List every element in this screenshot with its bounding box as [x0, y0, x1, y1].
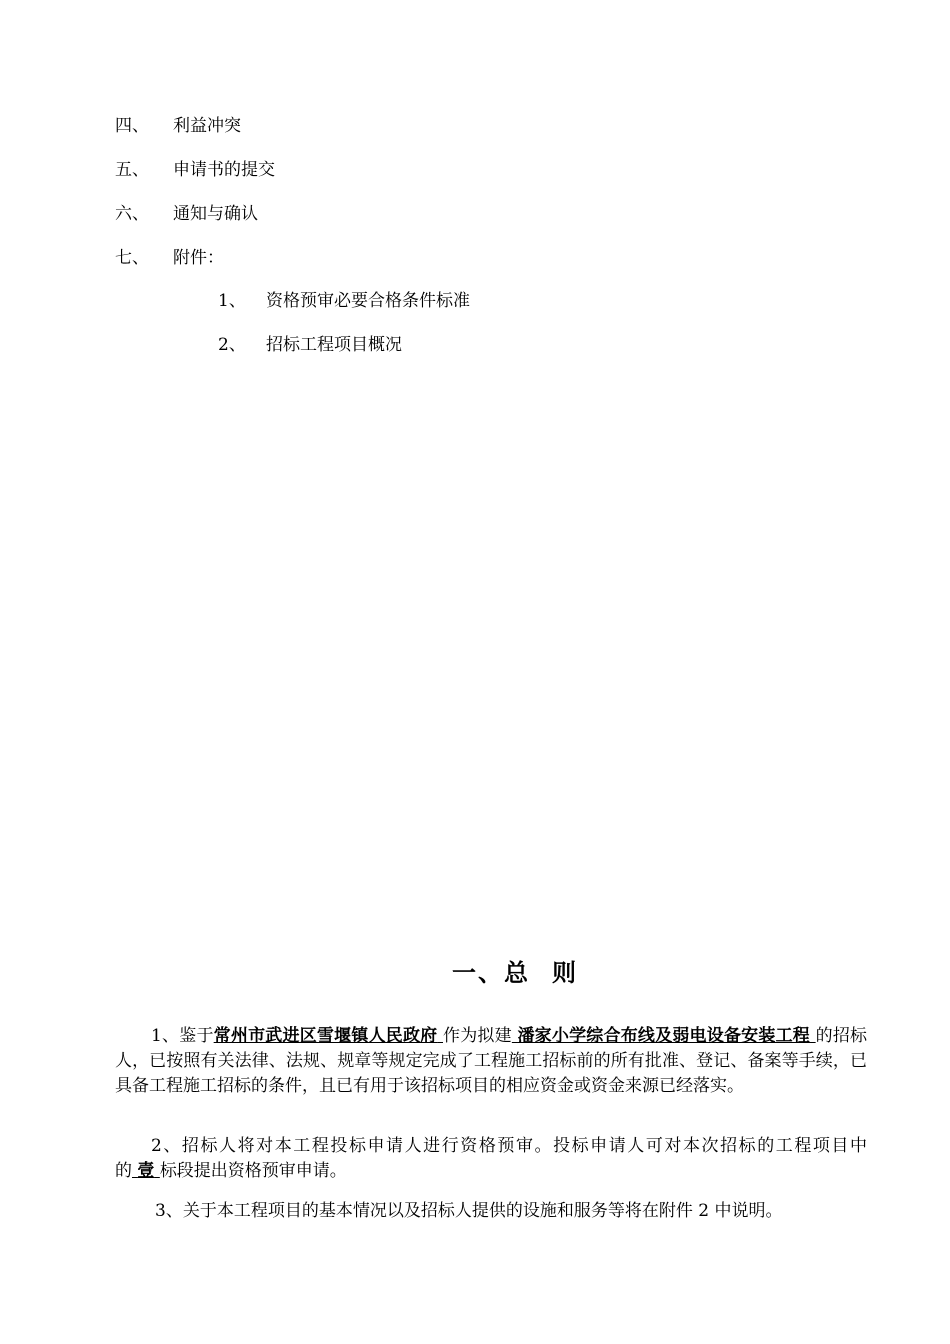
toc-sub-number: 1、 — [218, 291, 246, 311]
paragraph-1 — [115, 1024, 867, 1099]
p1-mid: 作为拟建 — [443, 1026, 512, 1046]
p1-lead: 1、鉴于 — [151, 1026, 214, 1046]
toc-label: 附件： — [173, 248, 224, 268]
toc-label: 通知与确认 — [173, 204, 258, 224]
toc-sub-label: 招标工程项目概况 — [266, 335, 402, 355]
p2-lot: 壹 — [137, 1161, 155, 1181]
paragraph-3 — [115, 1199, 867, 1224]
toc-number: 六、 — [115, 204, 149, 224]
p2-rest: 标段提出资格预审申请。 — [159, 1161, 347, 1181]
p1-project: 潘家小学综合布线及弱电设备安装工程 — [517, 1026, 811, 1046]
toc-sub-number: 2、 — [218, 335, 246, 355]
toc-sub-label: 资格预审必要合格条件标准 — [266, 291, 470, 311]
p2-lead: 2、招标人将对本工程投标申请人进行资格预审。投标申请人可对本次招标的工程项目中的 — [115, 1136, 867, 1181]
p1-rest: 的招标人，已按照有关法律、法规、规章等规定完成了工程施工招标前的所有批准、登记、备案等手续，已具备工程施工招标的条件，且已有用于该招标项目的相应资金或资金来源已经落实。 — [115, 1026, 868, 1096]
p3-text: 3、关于本工程项目的基本情况以及招标人提供的设施和服务等将在附件 2 中说明。 — [155, 1201, 783, 1221]
section-heading — [0, 953, 950, 988]
section-heading-part-b: 则 — [552, 958, 578, 987]
paragraph-2 — [115, 1134, 867, 1184]
section-heading-part-a: 一、总 — [452, 958, 530, 987]
p1-organization: 常州市武进区雪堰镇人民政府 — [213, 1026, 438, 1046]
toc-number: 四、 — [115, 116, 149, 136]
toc-label: 申请书的提交 — [173, 160, 275, 180]
toc-number: 五、 — [115, 160, 149, 180]
toc-number: 七、 — [115, 248, 149, 268]
toc-label: 利益冲突 — [173, 116, 241, 136]
